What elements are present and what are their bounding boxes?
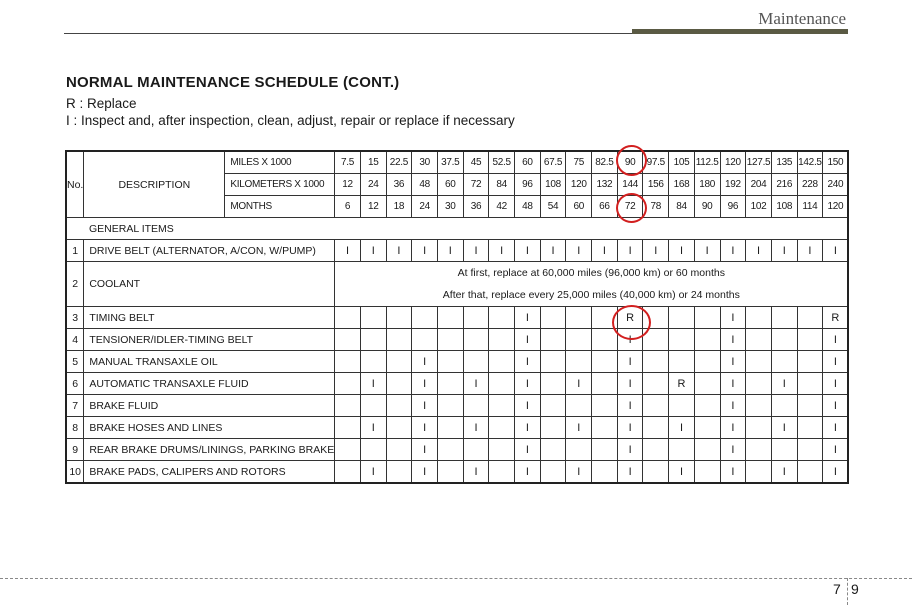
schedule-cell: I [360, 417, 386, 439]
schedule-cell [335, 417, 361, 439]
schedule-cell: I [617, 395, 643, 417]
schedule-cell: I [617, 417, 643, 439]
schedule-cell [489, 461, 515, 484]
miles-label: MILES X 1000 [225, 151, 335, 174]
row-number: 6 [66, 373, 84, 395]
schedule-cell [540, 395, 566, 417]
miles-value: 7.5 [335, 151, 361, 174]
general-items-label: GENERAL ITEMS [66, 218, 848, 240]
schedule-cell [643, 351, 669, 373]
page-divider [847, 578, 848, 605]
months-value: 102 [746, 196, 772, 218]
schedule-cell: I [617, 439, 643, 461]
schedule-cell: I [643, 240, 669, 262]
schedule-cell [386, 417, 412, 439]
miles-value: 22.5 [386, 151, 412, 174]
schedule-cell [771, 307, 797, 329]
schedule-cell: I [463, 417, 489, 439]
schedule-row [66, 395, 848, 417]
miles-value: 127.5 [746, 151, 772, 174]
months-value: 54 [540, 196, 566, 218]
row-item: REAR BRAKE DRUMS/LININGS, PARKING BRAKE [84, 439, 335, 461]
schedule-cell [746, 373, 772, 395]
kilometers-value: 216 [771, 174, 797, 196]
months-label: MONTHS [225, 196, 335, 218]
schedule-cell [592, 329, 618, 351]
kilometers-value: 72 [463, 174, 489, 196]
schedule-cell: I [592, 240, 618, 262]
schedule-cell [540, 417, 566, 439]
schedule-cell: I [566, 373, 592, 395]
page-number-left: 7 [833, 581, 841, 597]
schedule-cell: I [515, 417, 541, 439]
months-value: 66 [592, 196, 618, 218]
schedule-cell: I [515, 461, 541, 484]
row-number: 7 [66, 395, 84, 417]
schedule-cell: I [515, 439, 541, 461]
row-number: 1 [66, 240, 84, 262]
schedule-cell [437, 307, 463, 329]
schedule-cell: I [720, 373, 746, 395]
schedule-cell [669, 329, 695, 351]
schedule-cell [592, 351, 618, 373]
schedule-cell [437, 439, 463, 461]
schedule-cell [797, 461, 823, 484]
schedule-cell [566, 351, 592, 373]
schedule-cell: I [720, 439, 746, 461]
schedule-cell: I [669, 461, 695, 484]
schedule-cell: I [515, 395, 541, 417]
kilometers-value: 132 [592, 174, 618, 196]
row-item: COOLANT [84, 262, 335, 307]
schedule-cell [386, 461, 412, 484]
schedule-cell: I [515, 240, 541, 262]
schedule-cell: I [412, 461, 438, 484]
kilometers-value: 48 [412, 174, 438, 196]
schedule-cell [360, 395, 386, 417]
miles-value: 150 [823, 151, 849, 174]
schedule-cell [335, 439, 361, 461]
miles-value: 90 [617, 151, 643, 174]
schedule-cell: I [463, 240, 489, 262]
schedule-cell [335, 373, 361, 395]
kilometers-value: 36 [386, 174, 412, 196]
schedule-cell: I [386, 240, 412, 262]
schedule-cell: I [360, 240, 386, 262]
months-value: 36 [463, 196, 489, 218]
schedule-cell [437, 373, 463, 395]
coolant-note-first: At first, replace at 60,000 miles (96,000 km) or 60 months [457, 267, 725, 279]
months-value: 78 [643, 196, 669, 218]
miles-value: 67.5 [540, 151, 566, 174]
row-number: 4 [66, 329, 84, 351]
schedule-cell [335, 307, 361, 329]
schedule-cell [360, 307, 386, 329]
schedule-cell [335, 329, 361, 351]
months-value: 18 [386, 196, 412, 218]
page-number-right: 9 [851, 581, 859, 597]
miles-value: 45 [463, 151, 489, 174]
section-title: Maintenance [758, 9, 846, 28]
schedule-cell [746, 307, 772, 329]
schedule-cell [335, 351, 361, 373]
schedule-cell [746, 395, 772, 417]
description-header: DESCRIPTION [84, 151, 225, 218]
schedule-cell [566, 307, 592, 329]
kilometers-value: 240 [823, 174, 849, 196]
schedule-cell [386, 439, 412, 461]
schedule-cell: I [720, 307, 746, 329]
schedule-cell: I [515, 351, 541, 373]
schedule-cell: I [720, 351, 746, 373]
months-value: 48 [515, 196, 541, 218]
schedule-cell [566, 439, 592, 461]
schedule-cell [746, 329, 772, 351]
schedule-row [66, 461, 848, 484]
row-item: AUTOMATIC TRANSAXLE FLUID [84, 373, 335, 395]
highlight-circle-timing-belt-r [612, 305, 651, 340]
schedule-cell: I [515, 373, 541, 395]
schedule-cell [489, 373, 515, 395]
row-number: 2 [66, 262, 84, 307]
kilometers-value: 96 [515, 174, 541, 196]
schedule-cell [386, 395, 412, 417]
row-number: 3 [66, 307, 84, 329]
schedule-cell [386, 329, 412, 351]
schedule-cell [386, 351, 412, 373]
months-value: 114 [797, 196, 823, 218]
months-value: 96 [720, 196, 746, 218]
maintenance-schedule-table [65, 150, 849, 484]
schedule-cell [360, 351, 386, 373]
schedule-cell [335, 461, 361, 484]
months-value: 30 [437, 196, 463, 218]
schedule-cell [694, 329, 720, 351]
page-header [0, 0, 912, 40]
schedule-cell [746, 439, 772, 461]
kilometers-value: 108 [540, 174, 566, 196]
schedule-cell [463, 351, 489, 373]
schedule-cell [437, 351, 463, 373]
schedule-cell [694, 417, 720, 439]
months-value: 72 [617, 196, 643, 218]
schedule-cell: I [771, 373, 797, 395]
schedule-cell [412, 307, 438, 329]
schedule-cell [463, 395, 489, 417]
schedule-row [66, 439, 848, 461]
schedule-cell: I [566, 461, 592, 484]
no-header: No. [66, 151, 84, 218]
schedule-row [66, 307, 848, 329]
miles-value: 52.5 [489, 151, 515, 174]
miles-value: 15 [360, 151, 386, 174]
months-value: 60 [566, 196, 592, 218]
schedule-cell [643, 461, 669, 484]
miles-value: 135 [771, 151, 797, 174]
kilometers-value: 168 [669, 174, 695, 196]
schedule-cell: I [489, 240, 515, 262]
schedule-cell: I [617, 329, 643, 351]
schedule-cell [463, 307, 489, 329]
miles-value: 75 [566, 151, 592, 174]
schedule-cell [797, 417, 823, 439]
schedule-cell: I [617, 461, 643, 484]
schedule-cell: I [617, 240, 643, 262]
schedule-cell: I [720, 461, 746, 484]
schedule-cell: I [669, 240, 695, 262]
general-items-row [66, 218, 848, 240]
schedule-cell [669, 307, 695, 329]
schedule-cell: I [360, 373, 386, 395]
kilometers-value: 228 [797, 174, 823, 196]
schedule-cell [592, 395, 618, 417]
schedule-cell: I [412, 240, 438, 262]
schedule-cell [771, 395, 797, 417]
schedule-cell: I [463, 373, 489, 395]
miles-value: 97.5 [643, 151, 669, 174]
schedule-cell [463, 439, 489, 461]
schedule-cell [489, 417, 515, 439]
row-number: 8 [66, 417, 84, 439]
schedule-cell [643, 373, 669, 395]
row-number: 9 [66, 439, 84, 461]
schedule-row [66, 351, 848, 373]
miles-value: 120 [720, 151, 746, 174]
kilometers-value: 12 [335, 174, 361, 196]
schedule-cell [694, 461, 720, 484]
schedule-cell: I [540, 240, 566, 262]
miles-value: 30 [412, 151, 438, 174]
row-number: 5 [66, 351, 84, 373]
schedule-cell: I [823, 417, 849, 439]
schedule-cell [489, 307, 515, 329]
schedule-cell [335, 395, 361, 417]
schedule-cell [566, 395, 592, 417]
schedule-cell [797, 373, 823, 395]
schedule-cell: I [720, 395, 746, 417]
schedule-row [66, 240, 848, 262]
schedule-cell [489, 329, 515, 351]
schedule-cell: I [617, 373, 643, 395]
schedule-cell [797, 439, 823, 461]
row-item: BRAKE HOSES AND LINES [84, 417, 335, 439]
schedule-cell [540, 351, 566, 373]
schedule-cell [643, 439, 669, 461]
schedule-cell: I [566, 240, 592, 262]
row-item: TENSIONER/IDLER-TIMING BELT [84, 329, 335, 351]
schedule-row [66, 373, 848, 395]
schedule-cell: R [669, 373, 695, 395]
row-item: MANUAL TRANSAXLE OIL [84, 351, 335, 373]
months-value: 108 [771, 196, 797, 218]
schedule-cell [540, 439, 566, 461]
schedule-cell [669, 439, 695, 461]
highlight-circle-90-miles [616, 145, 647, 176]
schedule-cell [540, 461, 566, 484]
schedule-cell: I [437, 240, 463, 262]
months-value: 42 [489, 196, 515, 218]
schedule-cell [746, 417, 772, 439]
schedule-cell: I [669, 417, 695, 439]
schedule-cell: I [515, 329, 541, 351]
months-value: 84 [669, 196, 695, 218]
schedule-cell: I [823, 461, 849, 484]
schedule-cell: I [746, 240, 772, 262]
schedule-cell: I [463, 461, 489, 484]
kilometers-value: 204 [746, 174, 772, 196]
schedule-cell: I [412, 439, 438, 461]
schedule-cell [489, 395, 515, 417]
highlight-circle-72-months [616, 193, 647, 223]
kilometers-value: 192 [720, 174, 746, 196]
months-value: 24 [412, 196, 438, 218]
miles-value: 112.5 [694, 151, 720, 174]
schedule-row [66, 417, 848, 439]
schedule-cell: I [412, 351, 438, 373]
kilometers-value: 84 [489, 174, 515, 196]
schedule-cell: I [823, 329, 849, 351]
row-number: 10 [66, 461, 84, 484]
row-item: BRAKE PADS, CALIPERS AND ROTORS [84, 461, 335, 484]
schedule-cell: R [617, 307, 643, 329]
schedule-cell: I [823, 395, 849, 417]
schedule-cell: I [335, 240, 361, 262]
schedule-cell: I [720, 240, 746, 262]
schedule-cell: I [412, 395, 438, 417]
schedule-row [66, 329, 848, 351]
schedule-cell: I [694, 240, 720, 262]
schedule-cell: I [720, 417, 746, 439]
schedule-cell: I [771, 417, 797, 439]
header-row-miles [66, 151, 848, 174]
schedule-cell [771, 439, 797, 461]
schedule-cell [360, 329, 386, 351]
kilometers-value: 24 [360, 174, 386, 196]
schedule-cell [437, 417, 463, 439]
kilometers-value: 144 [617, 174, 643, 196]
schedule-cell: I [360, 461, 386, 484]
months-value: 90 [694, 196, 720, 218]
schedule-cell [746, 351, 772, 373]
schedule-cell [540, 307, 566, 329]
schedule-cell: I [771, 461, 797, 484]
schedule-cell: I [566, 417, 592, 439]
coolant-note-after: After that, replace every 25,000 miles (40,000 km) or 24 months [442, 289, 740, 301]
schedule-cell [592, 373, 618, 395]
schedule-cell [386, 373, 412, 395]
schedule-cell [643, 395, 669, 417]
kilometers-value: 60 [437, 174, 463, 196]
schedule-cell [643, 417, 669, 439]
miles-value: 142.5 [797, 151, 823, 174]
schedule-cell: I [515, 307, 541, 329]
schedule-cell: I [617, 351, 643, 373]
row-item: BRAKE FLUID [84, 395, 335, 417]
schedule-cell [540, 329, 566, 351]
schedule-cell [463, 329, 489, 351]
schedule-cell [746, 461, 772, 484]
kilometers-value: 120 [566, 174, 592, 196]
schedule-cell [694, 439, 720, 461]
schedule-cell: I [797, 240, 823, 262]
schedule-cell [360, 439, 386, 461]
schedule-cell [592, 439, 618, 461]
schedule-cell [694, 307, 720, 329]
schedule-cell [412, 329, 438, 351]
miles-value: 105 [669, 151, 695, 174]
row-item: TIMING BELT [84, 307, 335, 329]
schedule-cell [489, 439, 515, 461]
schedule-cell: I [412, 373, 438, 395]
schedule-cell [386, 307, 412, 329]
schedule-cell [669, 351, 695, 373]
row-item: DRIVE BELT (ALTERNATOR, A/CON, W/PUMP) [84, 240, 335, 262]
schedule-cell [592, 461, 618, 484]
schedule-cell: I [823, 240, 849, 262]
schedule-cell [669, 395, 695, 417]
legend-replace: R : Replace [66, 96, 137, 111]
schedule-cell [694, 351, 720, 373]
schedule-cell: I [412, 417, 438, 439]
kilometers-value: 156 [643, 174, 669, 196]
footer-rule [0, 578, 912, 579]
schedule-cell [437, 461, 463, 484]
schedule-cell: I [720, 329, 746, 351]
months-value: 120 [823, 196, 849, 218]
schedule-cell [566, 329, 592, 351]
schedule-cell: I [823, 373, 849, 395]
kilometers-value: 180 [694, 174, 720, 196]
schedule-cell [592, 417, 618, 439]
schedule-cell: R [823, 307, 849, 329]
schedule-cell [437, 395, 463, 417]
schedule-cell: I [771, 240, 797, 262]
schedule-cell [694, 373, 720, 395]
miles-value: 37.5 [437, 151, 463, 174]
header-rule-accent [632, 29, 848, 34]
schedule-cell [771, 351, 797, 373]
schedule-cell [797, 307, 823, 329]
schedule-row [66, 262, 848, 307]
schedule-cell [489, 351, 515, 373]
schedule-cell: I [823, 351, 849, 373]
schedule-cell [694, 395, 720, 417]
months-value: 12 [360, 196, 386, 218]
months-value: 6 [335, 196, 361, 218]
schedule-cell: I [823, 439, 849, 461]
schedule-cell [797, 395, 823, 417]
coolant-note [335, 262, 849, 307]
miles-value: 82.5 [592, 151, 618, 174]
kilometers-label: KILOMETERS X 1000 [225, 174, 335, 196]
miles-value: 60 [515, 151, 541, 174]
page-title: NORMAL MAINTENANCE SCHEDULE (CONT.) [66, 74, 400, 91]
schedule-cell [437, 329, 463, 351]
schedule-cell [797, 329, 823, 351]
schedule-cell [540, 373, 566, 395]
legend-inspect: I : Inspect and, after inspection, clean, adjust, repair or replace if necessary [66, 113, 515, 128]
schedule-cell [797, 351, 823, 373]
schedule-cell [771, 329, 797, 351]
